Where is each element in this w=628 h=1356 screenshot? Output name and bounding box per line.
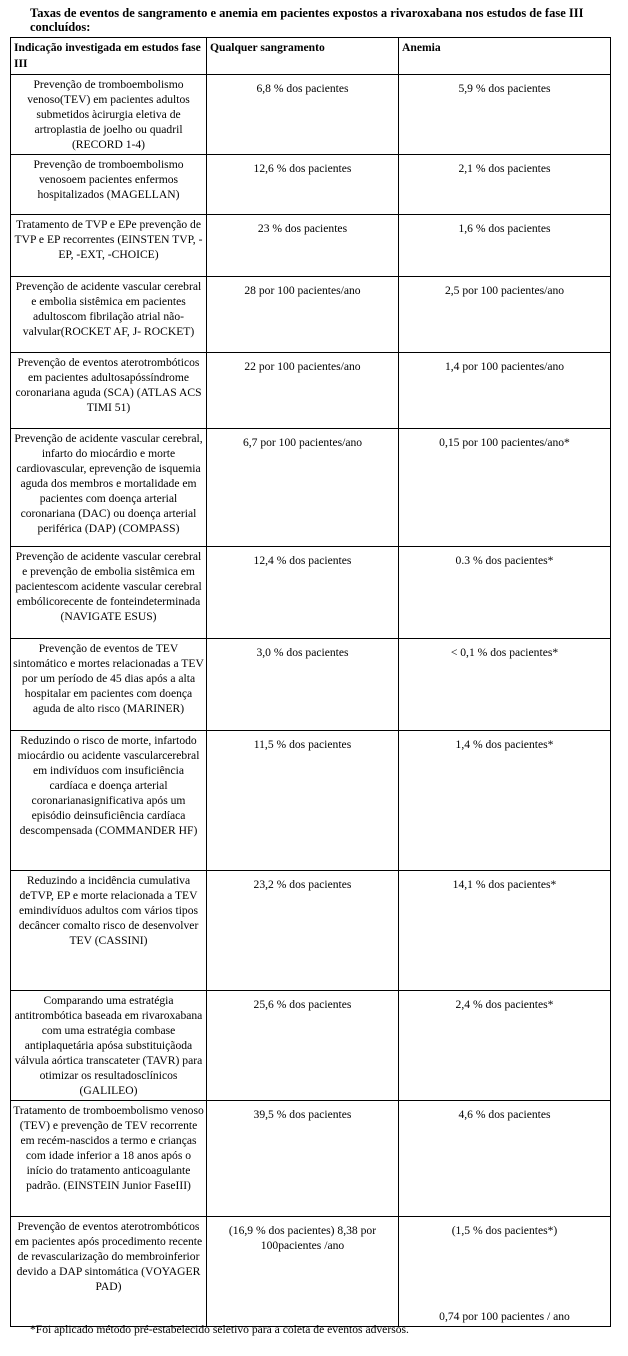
table-row	[11, 1217, 611, 1327]
anemia-cell: 2,1 % dos pacientes	[399, 155, 611, 215]
anemia-rate: 0,74 por 100 pacientes / ano	[439, 1310, 570, 1323]
bleeding-cell: 6,7 por 100 pacientes/ano	[207, 429, 399, 547]
table-row	[11, 871, 611, 991]
bleeding-cell: 22 por 100 pacientes/ano	[207, 353, 399, 429]
table-row	[11, 429, 611, 547]
anemia-cell: 0.3 % dos pacientes*	[399, 547, 611, 639]
table-row	[11, 639, 611, 731]
table-title: Taxas de eventos de sangramento e anemia em pacientes expostos a rivaroxabana nos estudos de fase III concluídos:	[30, 6, 584, 34]
indication-cell: Prevenção de acidente vascular cerebral, infarto do miocárdio e morte cardiovascular, eprevenção de isquemia aguda dos membros e mortalidade em pacientes com doença arterial coronariana (DAC) ou doença arterial periférica (DAP) (COMPASS)	[11, 429, 207, 547]
anemia-cell	[399, 1217, 611, 1327]
table-row	[11, 731, 611, 871]
indication-cell: Comparando uma estratégia antitrombótica baseada em rivaroxabana com uma estratégia combase antiplaquetária apósa substituiçãoda válvula aórtica transcateter (TAVR) para otimizar os resultadosclínicos (GALILEO)	[11, 991, 207, 1101]
indication-cell: Prevenção de eventos aterotrombóticos em pacientes adultosapóssíndrome coronariana aguda (SCA) (ATLAS ACS TIMI 51)	[11, 353, 207, 429]
indication-cell: Prevenção de eventos de TEV sintomático e mortes relacionadas a TEV por um período de 45 dias após a alta hospitalar em pacientes com doença aguda de alto risco (MARINER)	[11, 639, 207, 731]
indication-cell: Tratamento de tromboembolismo venoso (TEV) e prevenção de TEV recorrente em recém-nascidos a termo e crianças com idade inferior a 18 anos após o início do tratamento anticoagulante padrão. (EINSTEIN Junior FaseIII)	[11, 1101, 207, 1217]
footnote: *Foi aplicado método pré-estabelecido seletivo para a coleta de eventos adversos.	[30, 1323, 409, 1336]
indication-cell: Prevenção de eventos aterotrombóticos em pacientes após procedimento recente de revascularização do membroinferior devido a DAP sintomática (VOYAGER PAD)	[11, 1217, 207, 1327]
table-row	[11, 215, 611, 277]
indication-cell: Prevenção de tromboembolismo venosoem pacientes enfermos hospitalizados (MAGELLAN)	[11, 155, 207, 215]
header-anemia: Anemia	[399, 38, 611, 75]
bleeding-cell: 12,6 % dos pacientes	[207, 155, 399, 215]
anemia-cell: 1,6 % dos pacientes	[399, 215, 611, 277]
header-bleeding: Qualquer sangramento	[207, 38, 399, 75]
table-row	[11, 547, 611, 639]
bleeding-cell: (16,9 % dos pacientes) 8,38 por 100pacientes /ano	[207, 1217, 399, 1327]
bleeding-cell: 39,5 % dos pacientes	[207, 1101, 399, 1217]
anemia-percent: (1,5 % dos pacientes*)	[451, 1224, 558, 1237]
indication-cell: Prevenção de acidente vascular cerebral e embolia sistêmica em pacientes adultoscom fibrilação atrial não- valvular(ROCKET AF, J- ROCKET)	[11, 277, 207, 353]
bleeding-cell: 12,4 % dos pacientes	[207, 547, 399, 639]
table-row	[11, 353, 611, 429]
bleeding-cell: 25,6 % dos pacientes	[207, 991, 399, 1101]
anemia-cell: 5,9 % dos pacientes	[399, 75, 611, 155]
bleeding-cell: 6,8 % dos pacientes	[207, 75, 399, 155]
adverse-events-table	[10, 37, 611, 1327]
anemia-cell: 4,6 % dos pacientes	[399, 1101, 611, 1217]
anemia-cell: 1,4 % dos pacientes*	[399, 731, 611, 871]
header-indication: Indicação investigada em estudos fase III	[11, 38, 207, 75]
bleeding-cell: 23,2 % dos pacientes	[207, 871, 399, 991]
table-row	[11, 277, 611, 353]
table-row	[11, 1101, 611, 1217]
table-row	[11, 991, 611, 1101]
indication-cell: Prevenção de tromboembolismo venoso(TEV) em pacientes adultos submetidos àcirurgia eletiva de artroplastia de joelho ou quadril (RECORD 1-4)	[11, 75, 207, 155]
indication-cell: Reduzindo a incidência cumulativa deTVP, EP e morte relacionada a TEV emindivíduos adultos com vários tipos decâncer comalto risco de desenvolver TEV (CASSINI)	[11, 871, 207, 991]
header-row	[11, 38, 611, 75]
bleeding-cell: 23 % dos pacientes	[207, 215, 399, 277]
anemia-cell: 0,15 por 100 pacientes/ano*	[399, 429, 611, 547]
table-row	[11, 155, 611, 215]
anemia-cell: 2,4 % dos pacientes*	[399, 991, 611, 1101]
table-row	[11, 75, 611, 155]
indication-cell: Prevenção de acidente vascular cerebral e prevenção de embolia sistêmica em pacientescom acidente vascular cerebral embólicorecente de fonteindeterminada (NAVIGATE ESUS)	[11, 547, 207, 639]
anemia-cell: 1,4 por 100 pacientes/ano	[399, 353, 611, 429]
anemia-cell: 2,5 por 100 pacientes/ano	[399, 277, 611, 353]
bleeding-cell: 28 por 100 pacientes/ano	[207, 277, 399, 353]
indication-cell: Tratamento de TVP e EPe prevenção de TVP e EP recorrentes (EINSTEN TVP, -EP, -EXT, -CHOICE)	[11, 215, 207, 277]
indication-cell: Reduzindo o risco de morte, infartodo miocárdio ou acidente vascularcerebral em indivíduos com insuficiência cardíaca e doença arterial coronarianasignificativa após um episódio deinsuficiência cardíaca descompensada (COMMANDER HF)	[11, 731, 207, 871]
bleeding-cell: 3,0 % dos pacientes	[207, 639, 399, 731]
anemia-cell: 14,1 % dos pacientes*	[399, 871, 611, 991]
bleeding-cell: 11,5 % dos pacientes	[207, 731, 399, 871]
anemia-cell: < 0,1 % dos pacientes*	[399, 639, 611, 731]
anemia-split	[402, 1223, 607, 1324]
